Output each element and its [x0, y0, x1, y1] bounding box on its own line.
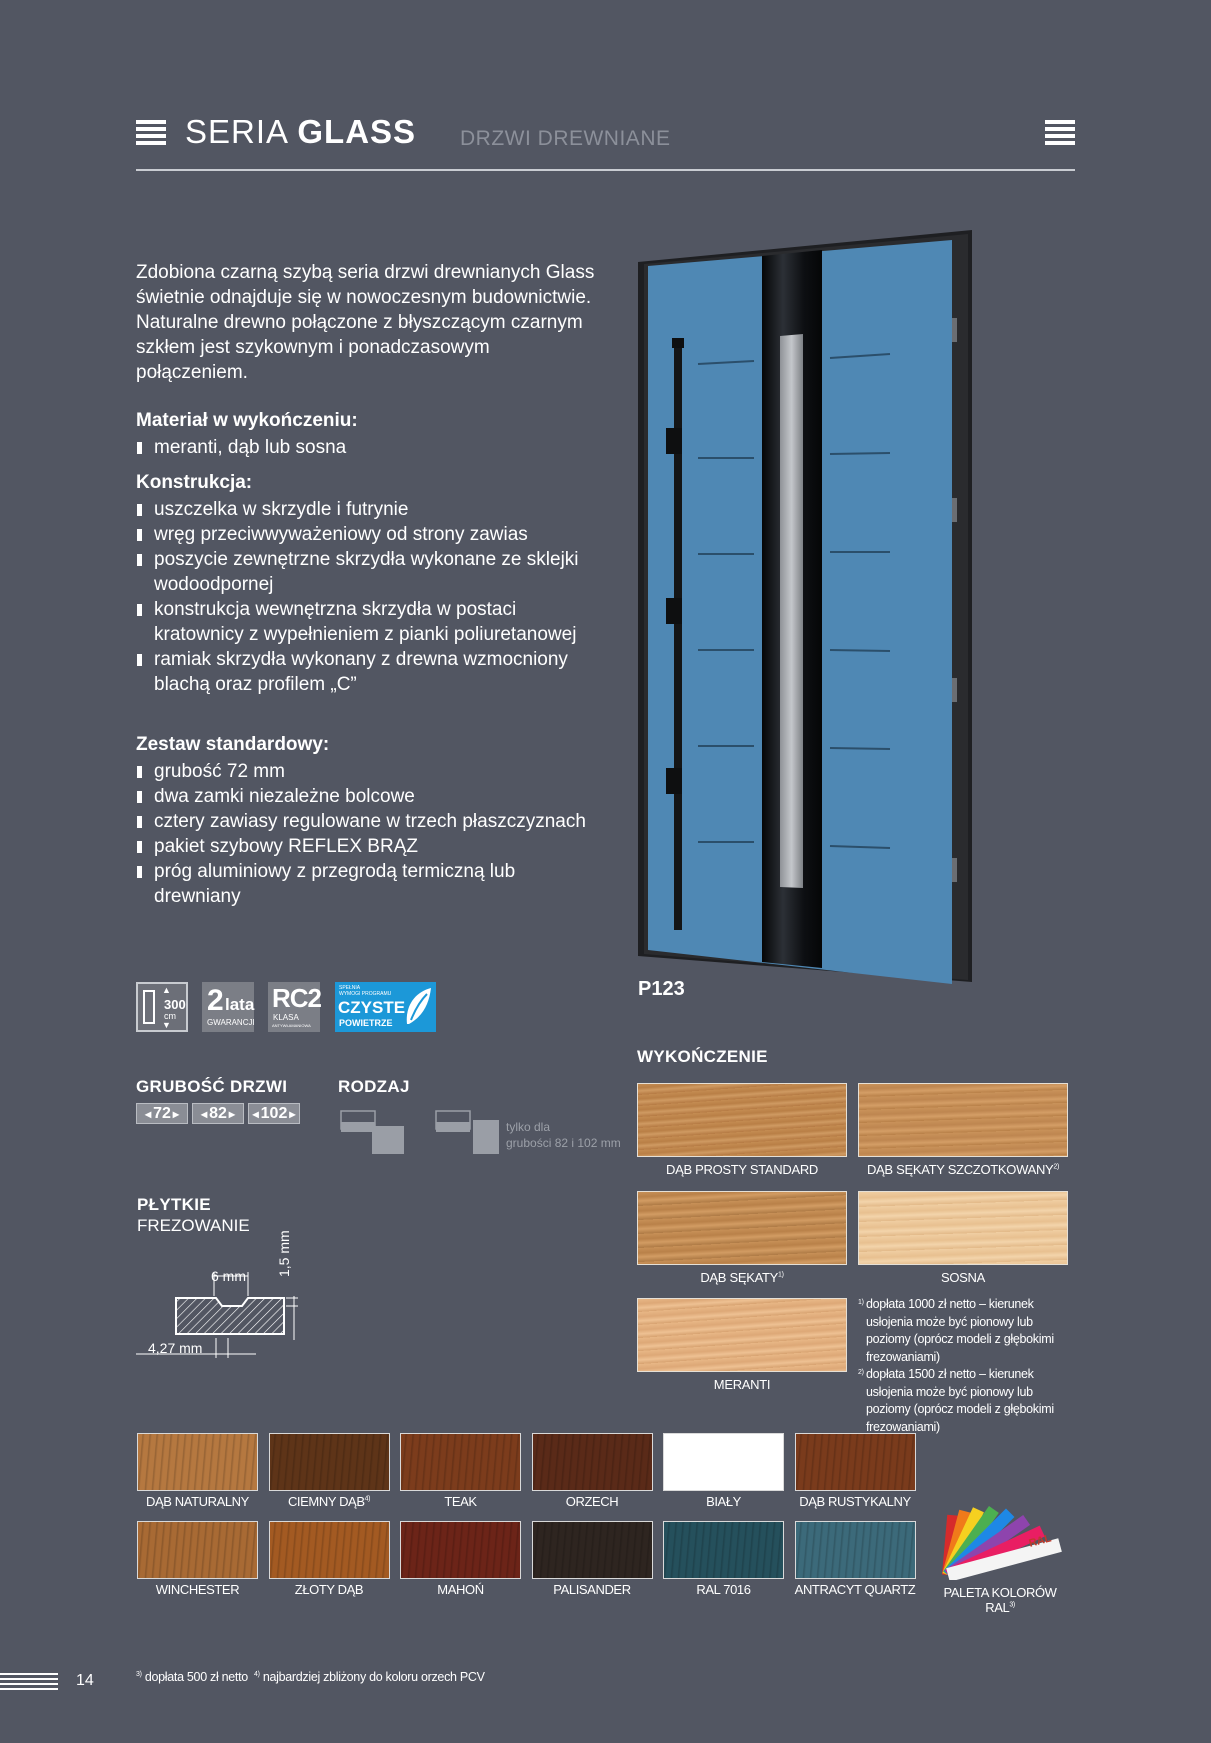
material-heading: Materiał w wykończeniu: — [136, 410, 358, 431]
color-swatch-label: PALISANDER — [553, 1582, 631, 1597]
material-list — [136, 435, 606, 460]
thickness-72: ◂ 72 ▸ — [136, 1103, 188, 1124]
menu-icon-right[interactable] — [1045, 120, 1075, 148]
color-swatch — [532, 1521, 653, 1579]
color-swatch — [795, 1433, 916, 1491]
milling-heading: PŁYTKIE — [137, 1195, 211, 1214]
color-swatch — [663, 1521, 784, 1579]
color-swatch — [137, 1521, 258, 1579]
color-swatch-label: DĄB NATURALNY — [146, 1494, 249, 1509]
color-swatch-label: ZŁOTY DĄB — [294, 1582, 364, 1597]
color-swatch-label: RAL 7016 — [696, 1582, 751, 1597]
milling-dim-width: 6 mm — [211, 1268, 246, 1284]
finish-swatch-meranti — [637, 1298, 847, 1372]
finish-heading: WYKOŃCZENIE — [637, 1047, 768, 1066]
list-item: meranti, dąb lub sosna — [136, 435, 606, 460]
color-swatch — [400, 1521, 521, 1579]
standard-list — [136, 759, 606, 909]
product-code: P123 — [638, 978, 685, 1000]
finish-swatch-dab-prosty — [637, 1083, 847, 1157]
thickness-82: ◂ 82 ▸ — [192, 1103, 244, 1124]
color-swatch-label: CIEMNY DĄB$^{4)}$ — [287, 1494, 371, 1509]
color-swatch — [795, 1521, 916, 1579]
door-image — [636, 228, 976, 988]
door-type-flush-icon — [340, 1108, 406, 1156]
list-item: próg aluminiowy z przegrodą termiczną lub drewniany — [136, 859, 606, 909]
finish-swatch-dab-sekaty — [637, 1191, 847, 1265]
list-item: grubość 72 mm — [136, 759, 606, 784]
milling-subheading: FREZOWANIE — [137, 1216, 250, 1235]
list-item: pakiet szybowy REFLEX BRĄZ — [136, 834, 606, 859]
list-item: ramiak skrzydła wykonany z drewna wzmocniony blachą oraz profilem „C” — [136, 647, 606, 697]
list-item: dwa zamki niezależne bolcowe — [136, 784, 606, 809]
menu-icon-left[interactable] — [136, 120, 166, 148]
svg-text:RAL: RAL — [1027, 1532, 1053, 1550]
page-number: 14 — [76, 1672, 94, 1689]
door-icon — [143, 990, 155, 1024]
construction-heading: Konstrukcja: — [136, 472, 253, 493]
list-item: wręg przeciwwyważeniowy od strony zawias — [136, 522, 606, 547]
milling-dim-offset: 4,27 mm — [148, 1340, 203, 1356]
standard-heading: Zestaw standardowy: — [136, 734, 330, 755]
color-swatch-label: ORZECH — [565, 1494, 619, 1509]
color-swatch — [137, 1433, 258, 1491]
rc2-badge: RC2 KLASA ANTYWŁAMANIOWA — [268, 982, 320, 1032]
color-swatch-label: MAHOŃ — [437, 1582, 484, 1597]
finish-swatch-sosna — [858, 1191, 1068, 1265]
door-type-rebated-icon — [435, 1108, 501, 1156]
type-note: tylko dla grubości 82 i 102 mm — [506, 1120, 621, 1150]
finish-label: SOSNA — [940, 1270, 985, 1285]
type-heading: RODZAJ — [338, 1077, 410, 1096]
color-swatch-label: WINCHESTER — [155, 1582, 240, 1597]
size-badge: ▲ 300 cm ▼ — [136, 982, 188, 1032]
thickness-102: ◂ 102 ▸ — [248, 1103, 300, 1124]
footer-lines — [0, 1673, 58, 1690]
color-swatch-label: TEAK — [444, 1494, 477, 1509]
leaf-icon — [403, 986, 433, 1028]
color-swatch — [400, 1433, 521, 1491]
finish-swatch-dab-sekaty-szczotkowany — [858, 1083, 1068, 1157]
finish-label: DĄB SĘKATY SZCZOTKOWANY$^{2)}$ — [866, 1162, 1060, 1177]
footnote-3: $^{3)}$ dopłata 500 zł netto — [136, 1670, 248, 1684]
list-item: cztery zawiasy regulowane w trzech płaszczyznach — [136, 809, 606, 834]
finish-label: DĄB SĘKATY$^{1)}$ — [700, 1270, 784, 1285]
list-item: poszycie zewnętrzne skrzydła wykonane ze sklejki wodoodpornej — [136, 547, 606, 597]
list-item: konstrukcja wewnętrzna skrzydła w postaci kratownicy z wypełnieniem z pianki poliuretanowej — [136, 597, 606, 647]
construction-list — [136, 497, 606, 697]
clean-air-badge: SPEŁNIA WYMOGI PROGRAMU CZYSTE POWIETRZE — [335, 982, 436, 1032]
color-swatch — [269, 1433, 390, 1491]
milling-dim-depth: 1,5 mm — [276, 1230, 292, 1277]
color-swatch — [269, 1521, 390, 1579]
list-item: uszczelka w skrzydle i futrynie — [136, 497, 606, 522]
color-swatch-label: ANTRACYT QUARTZ — [794, 1582, 916, 1597]
ral-palette-icon — [926, 1505, 1071, 1580]
footnote-4: $^{4)}$ najbardziej zbliżony do koloru orzech PCV — [254, 1670, 485, 1684]
page-title: SERIA GLASS — [185, 113, 417, 150]
color-swatch-label: BIAŁY — [706, 1494, 741, 1509]
intro-paragraph: Zdobiona czarną szybą seria drzwi drewnianych Glass świetnie odnajduje się w nowoczesnym budownictwie. Naturalne drewno połączone z błyszczącym czarnym szkłem jest szykownym i ponadczasowym połączeniem. — [136, 262, 595, 383]
finish-notes: 1) dopłata 1000 zł netto – kierunek usłojenia może być pionowy lub poziomy (oprócz modeli z głębokimi frezowaniami) 2) dopłata 1500 zł netto – kierunek usłojenia może być pionowy lub poziomy (oprócz modeli z głębokimi frezowaniami) — [858, 1297, 1054, 1434]
color-swatch-label: DĄB RUSTYKALNY — [799, 1494, 911, 1509]
warranty-badge: 2 lata GWARANCJI — [202, 982, 254, 1032]
color-swatch — [532, 1433, 653, 1491]
header-divider — [136, 169, 1075, 171]
finish-label: MERANTI — [713, 1377, 771, 1392]
finish-label: DĄB PROSTY STANDARD — [665, 1162, 818, 1177]
page-subtitle: DRZWI DREWNIANE — [460, 127, 671, 150]
ral-palette-label: PALETA KOLORÓW RAL$^{3)}$ — [943, 1585, 1057, 1615]
color-swatch — [663, 1433, 784, 1491]
thickness-heading: GRUBOŚĆ DRZWI — [136, 1077, 288, 1096]
